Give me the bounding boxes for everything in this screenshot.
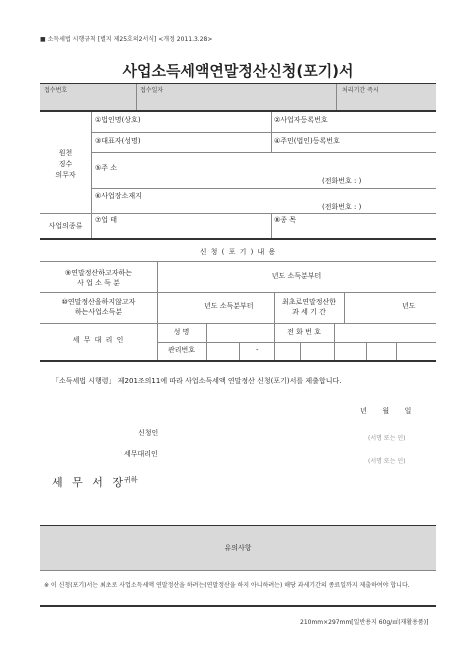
address-field[interactable]: ⑤주 소 [95, 164, 118, 172]
row10-label: ⑩연말정산을하지않고자 하는사업소득분 [61, 298, 136, 316]
agent-phone-label: 전 화 번 호 [287, 328, 321, 336]
business-category-field[interactable]: ⑦업 태 [95, 216, 118, 224]
withholder-section-label: 원천 징수 의무자 [55, 149, 76, 179]
receipt-date-label: 접수일자 [140, 87, 164, 94]
biz-location-phone[interactable]: (전화번호 : ) [322, 203, 362, 211]
processing-period-label: 처리기간 즉시 [342, 87, 379, 94]
management-no-label: 관리번호 [167, 346, 196, 354]
form-title: 사업소득세액연말정산신청(포기)서 [122, 62, 354, 80]
applicant-signature[interactable]: (서명 또는 인) [368, 435, 406, 442]
agent-name-label: 성 명 [173, 328, 190, 336]
resident-no-field[interactable]: ④주민(법인)등록번호 [274, 137, 340, 145]
receipt-number-label: 접수번호 [44, 87, 68, 94]
notice-header: 유의사항 [224, 544, 252, 552]
management-no-dash: - [256, 346, 259, 354]
applicant-label: 신청인 [138, 429, 159, 437]
business-item-field[interactable]: ⑧종 목 [274, 216, 297, 224]
notice-text: ※ 이 신청(포기)서는 최초로 사업소득세액 연말정산을 하려는(연말정산을 하지 아니하려는) 해당 과세기간의 종료일까지 제출하여야 합니다. [44, 582, 410, 589]
biz-reg-no-field[interactable]: ②사업자등록번호 [274, 116, 328, 124]
row9-label: ⑨연말정산하고자하는 사 업 소 득 분 [64, 269, 133, 287]
biz-location-field[interactable]: ⑥사업장소재지 [95, 192, 142, 200]
business-type-label: 사업의종류 [48, 222, 83, 230]
agent-signer-label: 세무대리인 [124, 450, 158, 458]
addressee-suffix: 귀하 [124, 476, 138, 484]
representative-name-field[interactable]: ③대표자(성명) [95, 137, 141, 145]
first-settlement-period-label: 최초로연말정산한 과 세 기 간 [281, 298, 337, 316]
form-reference-note: ■ 소득세법 시행규칙 [별지 제25호의2서식] <개정 2011.3.28> [40, 36, 213, 43]
submission-statement: 「소득세법 시행령」 제201조의11에 따라 사업소득세액 연말정산 신청(포기)서를 제출합니다. [52, 377, 342, 385]
row9-value[interactable]: 년도 소득분부터 [271, 272, 322, 280]
date-line[interactable]: 년 월 일 [360, 407, 412, 415]
application-contents-header: 신 청 ( 포 기 ) 내 용 [199, 248, 277, 256]
row10-value[interactable]: 년도 소득분부터 [204, 302, 254, 310]
paper-spec-footer: 210mm×297mm[일반용지 60g/㎡(재활용품)] [300, 619, 429, 626]
corp-name-field[interactable]: ①법인명(상호) [95, 116, 141, 124]
addressee: 세 무 서 장 [52, 476, 126, 489]
agent-signature[interactable]: (서명 또는 인) [368, 458, 406, 465]
tax-agent-label: 세 무 대 리 인 [72, 336, 125, 344]
first-settlement-year[interactable]: 년도 [402, 302, 416, 310]
address-phone[interactable]: (전화번호 : ) [322, 177, 362, 185]
